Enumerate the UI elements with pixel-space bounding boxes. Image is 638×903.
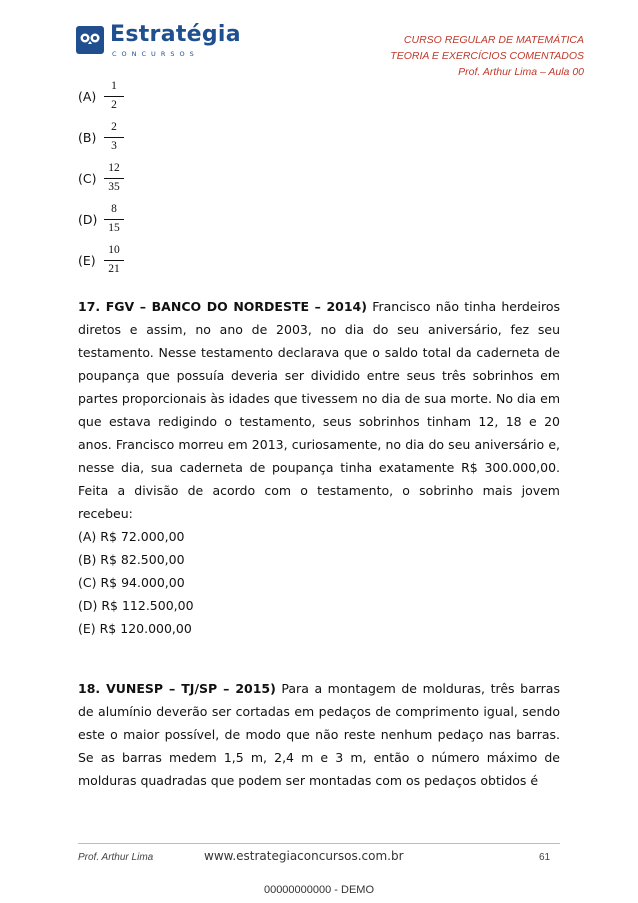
denominator: 21 — [108, 263, 120, 275]
option-label: (E) — [78, 253, 96, 268]
course-title: CURSO REGULAR DE MATEMÁTICA — [403, 34, 584, 46]
footer-divider — [78, 843, 560, 844]
question-18-heading: 18. VUNESP – TJ/SP – 2015) — [78, 681, 276, 696]
question-17-text: Francisco não tinha herdeiros diretos e assim, no ano de 2003, no dia do seu aniversário, fez seu testamento. Nesse testamento declarava que o saldo total da caderneta de poupança que possuía deveria ser dividido entre seus três sobrinhos em partes proporcionais às idades que tivessem no dia de sua morte. No dia em que estava redigindo o testamento, seus sobrinhos tinham 12, 18 e 20 anos. Francisco morreu em 2013, curiosamente, no dia do seu aniversário e, nesse dia, sua caderneta de poupança tinha exatamente R$ 300.000,00. Feita a divisão de acordo com o testamento, o sobrinho mais jovem recebeu: — [78, 299, 560, 521]
demo-watermark: 00000000000 - DEMO — [263, 884, 375, 896]
answer-option: (D) R$ 112.500,00 — [78, 598, 194, 613]
option-label: (B) — [78, 130, 97, 145]
fraction — [104, 120, 124, 154]
question-18-text: Para a montagem de molduras, três barras de alumínio deverão ser cortadas em pedaços de comprimento igual, sendo este o maior possível, de modo que não reste nenhum pedaço nas barras. Se as barras medem 1,5 m, 2,4 m e 3 m, então o número máximo de molduras quadradas que podem ser montadas com os pedaços obtidos é — [78, 681, 560, 788]
answer-option: (B) R$ 82.500,00 — [78, 552, 185, 567]
footer-author: Prof. Arthur Lima — [78, 852, 154, 863]
estrategia-logo — [76, 22, 241, 64]
question-17-statement — [78, 295, 560, 525]
numerator: 10 — [108, 244, 120, 256]
question-17-heading: 17. FGV – BANCO DO NORDESTE – 2014) — [78, 299, 367, 314]
numerator: 1 — [111, 80, 117, 92]
numerator: 2 — [111, 121, 117, 133]
option-label: (D) — [78, 212, 98, 227]
page-header — [390, 32, 584, 80]
denominator: 2 — [111, 99, 117, 111]
logo-wordmark: Estratégia — [110, 22, 241, 47]
page-number: 61 — [539, 852, 551, 863]
teacher-lesson: Prof. Arthur Lima – Aula 00 — [458, 66, 584, 78]
denominator: 35 — [108, 181, 120, 193]
denominator: 15 — [108, 222, 120, 234]
footer-website-link[interactable]: www.estrategiaconcursos.com.br — [204, 849, 404, 863]
owl-logo-icon — [76, 26, 104, 54]
option-label: (A) — [78, 89, 97, 104]
question-17 — [78, 295, 560, 640]
question-18-statement — [78, 677, 560, 792]
course-subtitle: TEORIA E EXERCÍCIOS COMENTADOS — [390, 50, 584, 62]
denominator: 3 — [111, 140, 117, 152]
logo-subtitle: CONCURSOS — [112, 50, 199, 58]
numerator: 8 — [111, 203, 117, 215]
fraction — [104, 79, 124, 113]
fraction — [104, 243, 124, 277]
answer-option: (E) R$ 120.000,00 — [78, 621, 192, 636]
fraction — [104, 202, 124, 236]
answer-option: (C) R$ 94.000,00 — [78, 575, 185, 590]
fraction — [104, 161, 124, 195]
answer-option: (A) R$ 72.000,00 — [78, 529, 185, 544]
question-18 — [78, 677, 560, 792]
numerator: 12 — [108, 162, 120, 174]
option-label: (C) — [78, 171, 97, 186]
